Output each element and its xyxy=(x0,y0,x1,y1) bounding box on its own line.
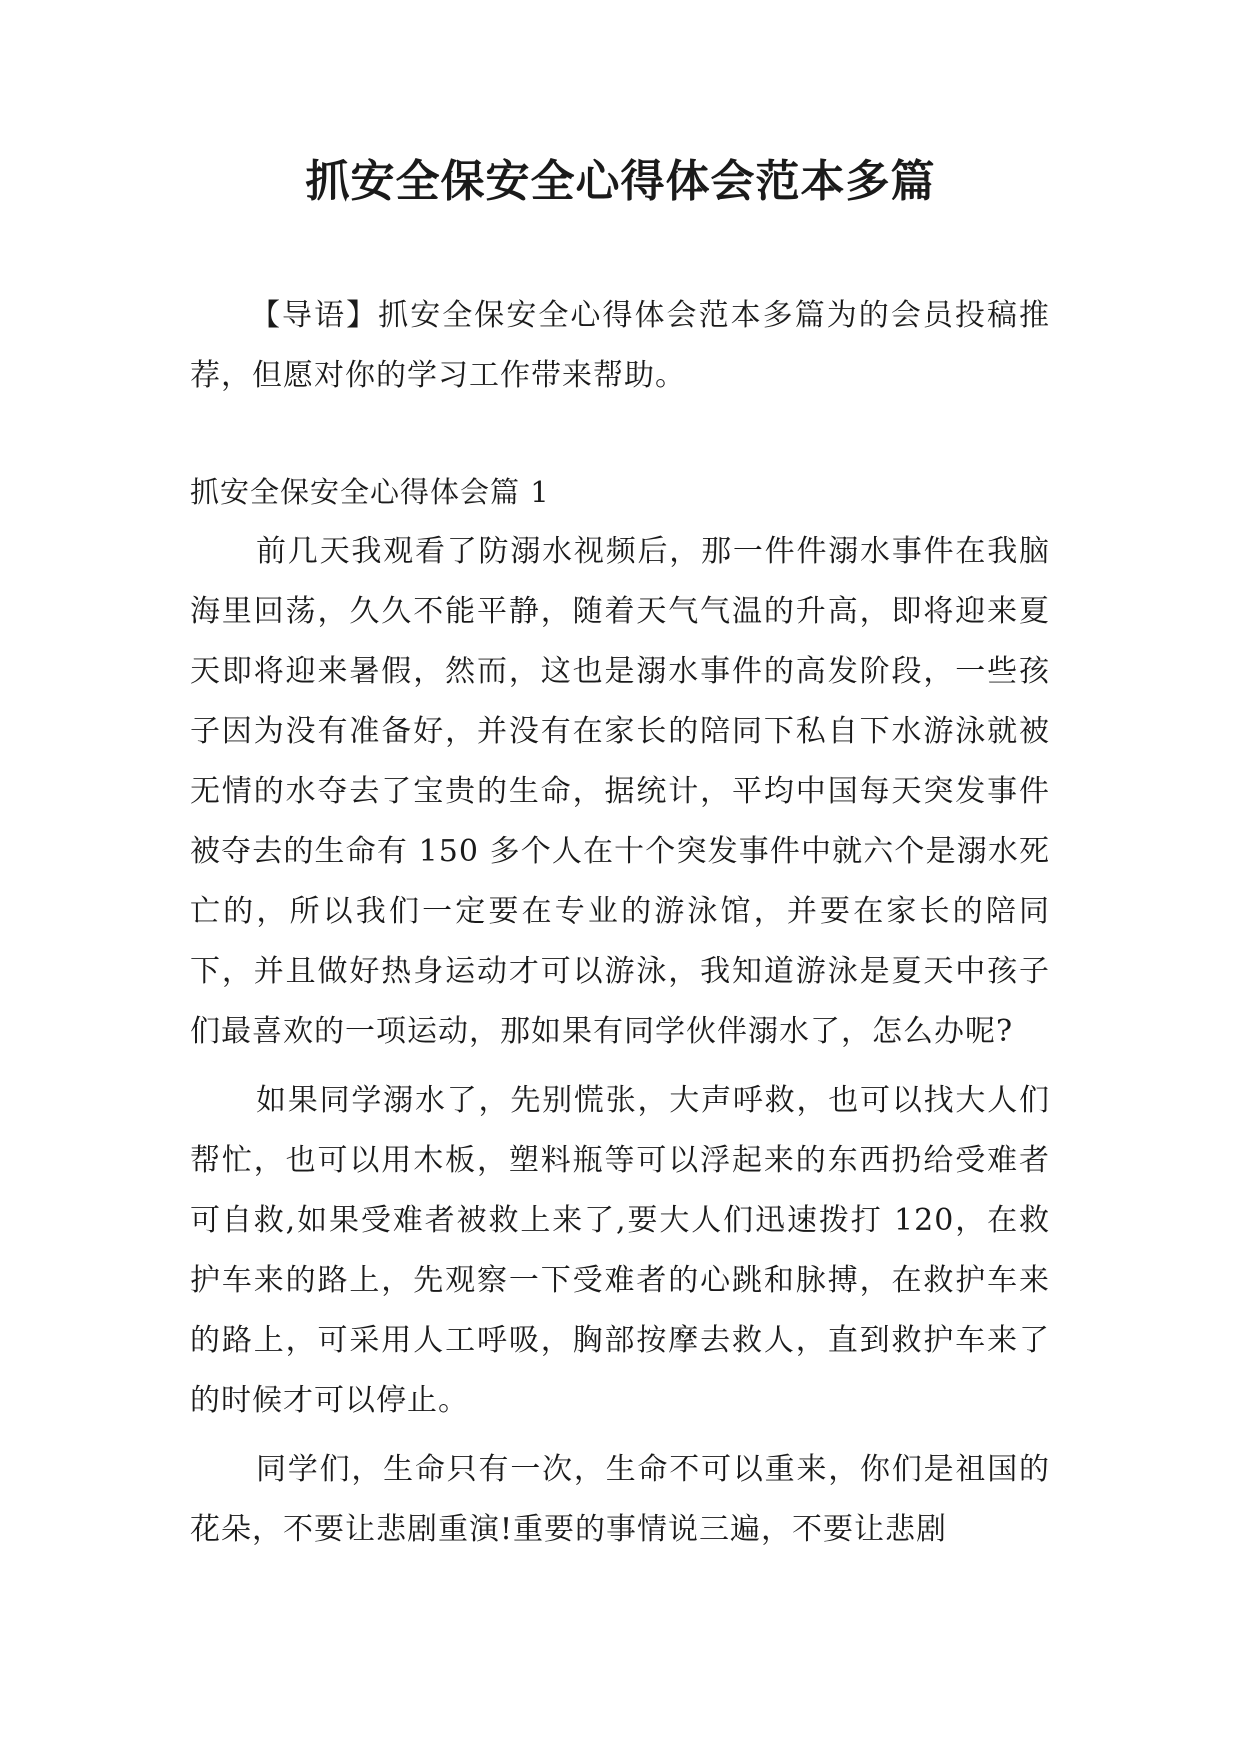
document-title: 抓安全保安全心得体会范本多篇 xyxy=(305,156,936,207)
section-heading: 抓安全保安全心得体会篇 1 xyxy=(190,475,550,509)
body-paragraph: 如果同学溺水了，先别慌张，大声呼救，也可以找大人们帮忙，也可以用木板，塑料瓶等可以浮起来的东西扔给受难者可自救,如果受难者被救上来了,要大人们迅速拨打 120，在救护车来的路上，先观察一下受难者的心跳和脉搏，在救护车来的路上，可采用人工呼吸，胸部按摩去救人，直到救护车来了的时候才可以停止。 xyxy=(190,1083,1050,1418)
intro-paragraph: 【导语】抓安全保安全心得体会范本多篇为的会员投稿推荐，但愿对你的学习工作带来帮助。 xyxy=(190,298,1050,393)
body-content xyxy=(190,522,1050,1569)
body-paragraph: 前几天我观看了防溺水视频后，那一件件溺水事件在我脑海里回荡，久久不能平静，随着天气气温的升高，即将迎来夏天即将迎来暑假，然而，这也是溺水事件的高发阶段，一些孩子因为没有准备好，并没有在家长的陪同下私自下水游泳就被无情的水夺去了宝贵的生命，据统计，平均中国每天突发事件被夺去的生命有 150 多个人在十个突发事件中就六个是溺水死亡的，所以我们一定要在专业的游泳馆，并要在家长的陪同下，并且做好热身运动才可以游泳，我知道游泳是夏天中孩子们最喜欢的一项运动，那如果有同学伙伴溺水了，怎么办呢? xyxy=(190,534,1050,1049)
body-paragraph: 同学们，生命只有一次，生命不可以重来，你们是祖国的花朵，不要让悲剧重演!重要的事情说三遍，不要让悲剧 xyxy=(190,1452,1050,1547)
